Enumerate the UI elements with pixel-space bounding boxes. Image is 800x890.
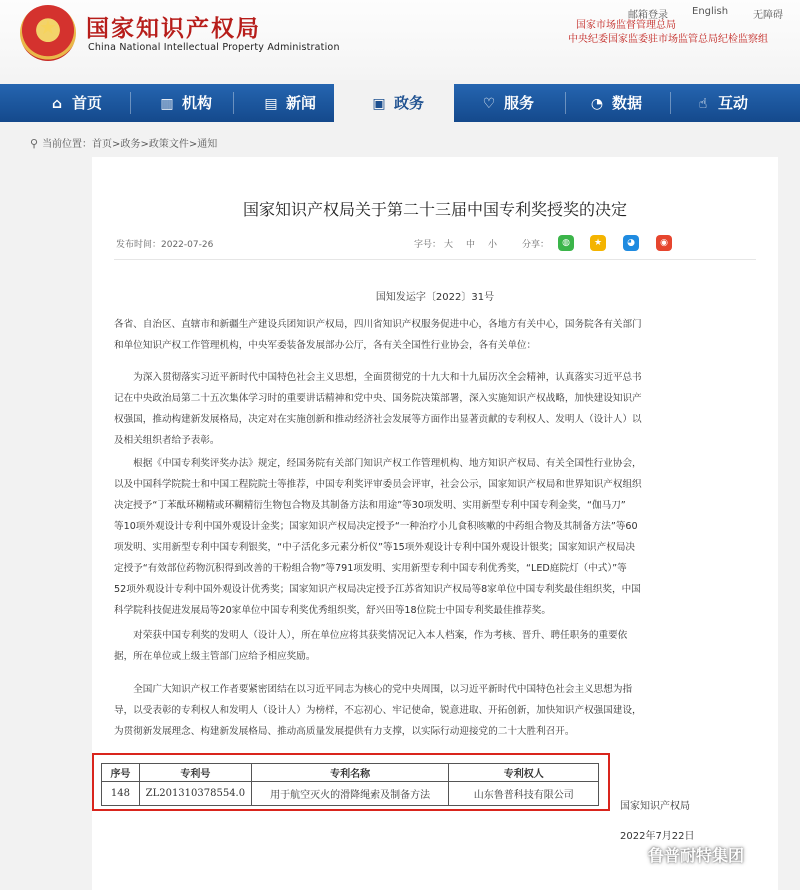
nav-home[interactable]: ⌂ 首页 [48,84,102,122]
signature: 国家知识产权局 [620,801,690,812]
font-size-medium[interactable]: 中 [466,240,476,250]
font-size-large[interactable]: 大 [444,240,454,250]
location-pin-icon: ⚲ [30,137,39,150]
patent-table [101,763,599,806]
wechat-icon[interactable]: ◍ [558,235,574,251]
news-icon: ▤ [264,96,278,112]
issue-date: 2022年7月22日 [620,831,695,842]
divider [114,259,756,260]
table-row [102,782,599,806]
paragraph-call-to-action: 全国广大知识产权工作者要紧密团结在以习近平同志为核心的党中央周围，以习近平新时代中国特色社会主义思想为指 导，以受表彰的专利权人和发明人（设计人）为榜样，不忘初心、牢记使命，锐意进取、开拓创新，加快知识产权强国建设， 为贯彻新发展理念、构建新发展格局、推动高质量发展提供有力支撑，以实际行动迎接党的二十大胜利召开。 [114,684,642,737]
article-card [92,157,778,890]
discipline-inspection-link[interactable]: 中央纪委国家监委驻市场监管总局纪检监察组 [568,34,768,45]
watermark: 鲁普耐特集团 [620,843,744,867]
wechat-official-account-icon [620,847,644,867]
nav-news[interactable]: ▤ 新闻 [262,84,316,122]
document-number: 国知发运字〔2022〕31号 [375,292,495,303]
home-icon: ⌂ [51,96,63,112]
cell-patent-name: 用于航空灭火的滑降绳索及制备方法 [251,782,449,806]
col-header-patentee: 专利权人 [449,764,599,782]
publish-time: 发布时间：2022-07-26 [116,240,214,250]
samr-link[interactable]: 国家市场监督管理总局 [576,20,676,31]
accessibility-link[interactable]: 无障碍 [753,10,783,21]
table-header-row [102,764,599,782]
weibo-icon[interactable]: ◉ [656,235,672,251]
paragraph-rewards: 对荣获中国专利奖的发明人（设计人），所在单位应将其获奖情况记入本人档案，作为考核、晋升、聘任职务的重要依 据，所在单位或上级主管部门应给予相应奖励。 [114,630,628,662]
col-header-patent-number: 专利号 [139,764,251,782]
org-links [568,19,768,47]
english-link[interactable]: English [692,6,729,17]
nav-service[interactable]: ♡ 服务 [480,84,534,122]
paragraph-purpose: 为深入贯彻落实习近平新时代中国特色社会主义思想，全面贯彻党的十九大和十九届历次全会精神，认真落实习近平总书 记在中央政治局第二十五次集体学习时的重要讲话精神和党中央、国务院决策部署，深入实施知识产权战略，加快建设知识产 权强国，推动构建新发展格局，决定对在实施创新和推动经济社会发展等方面作出显著贡献的专利权人、发明人（设计人）以 及相关组织者给予表彰。 [114,372,642,446]
service-icon: ♡ [482,96,496,112]
font-size-label: 字号： [414,240,442,250]
nav-data[interactable]: ◔ 数据 [588,84,642,122]
cell-patentee: 山东鲁普科技有限公司 [449,782,599,806]
cell-patent-number: ZL201310378554.0 [139,782,251,806]
col-header-patent-name: 专利名称 [251,764,449,782]
email-login-link[interactable]: 邮箱登录 [628,10,668,21]
pie-chart-icon: ◔ [590,96,604,112]
share-label: 分享： [522,240,550,250]
hand-icon: ☝ [698,96,708,112]
nav-organization[interactable]: ▥ 机构 [158,84,212,122]
paragraph-awards: 根据《中国专利奖评奖办法》规定，经国务院有关部门知识产权工作管理机构、地方知识产权局、有关全国性行业协会， 以及中国科学院院士和中国工程院院士等推荐，中国专利奖评审委员会评审，社会公示，国家知识产权局和世界知识产权组织 决定授予“丁苯酞环糊精或环糊精衍生物包合物及其制备方法和用途”等30项发明、实用新型专利中国专利金奖，“伽马刀” 等10项外观设计专利中国外观设计金奖；国家知识产权局决定授予“一种治疗小儿食积咳嗽的中药组合物及其制备方法”等60 项发明、实用新型专利中国专利银奖，“中子活化多元素分析仪”等15项外观设计专利中国外观设计银奖；国家知识产权局决 定授予“有效部位药物沉积得到改善的干粉组合物”等791项发明、实用新型专利中国专利优秀奖，“LED庭院灯（中式）”等 52项外观设计专利中国外观设计优秀奖；国家知识产权局决定授予江苏省知识产权局等8家单位中国专利奖最佳组织奖，中国 科学院科技促进发展局等20家单位中国专利奖优秀组织奖，舒兴田等18位院士中国专利奖最佳推荐奖。 [114,458,642,616]
logo-title-cn[interactable]: 国家知识产权局 [86,16,261,42]
nav-government-affairs[interactable]: ▣ 政务 [334,84,454,122]
col-header-index: 序号 [102,764,140,782]
cell-index: 148 [102,782,140,806]
site-header [0,0,800,80]
qzone-icon[interactable]: ★ [590,235,606,251]
national-emblem-icon: ★ [20,5,76,61]
nav-interaction[interactable]: ☝ 互动 [694,84,748,122]
paragraph-recipients: 各省、自治区、直辖市和新疆生产建设兵团知识产权局，四川省知识产权服务促进中心，各地方有关中心，国务院各有关部门 和单位知识产权工作管理机构，中央军委装备发展部办公厅，各有关全国性行业协会，各有关单位： [114,319,642,351]
font-size-small[interactable]: 小 [488,240,498,250]
breadcrumb-text[interactable]: 当前位置：首页>政务>政策文件>通知 [42,139,218,150]
building-icon: ▥ [160,96,174,112]
document-icon: ▣ [372,96,386,112]
main-nav [0,84,800,122]
qq-icon[interactable]: ◕ [623,235,639,251]
logo-title-en: China National Intellectual Property Administration [88,42,340,53]
article-title: 国家知识产权局关于第二十三届中国专利奖授奖的决定 [242,200,627,219]
breadcrumb [30,135,217,150]
